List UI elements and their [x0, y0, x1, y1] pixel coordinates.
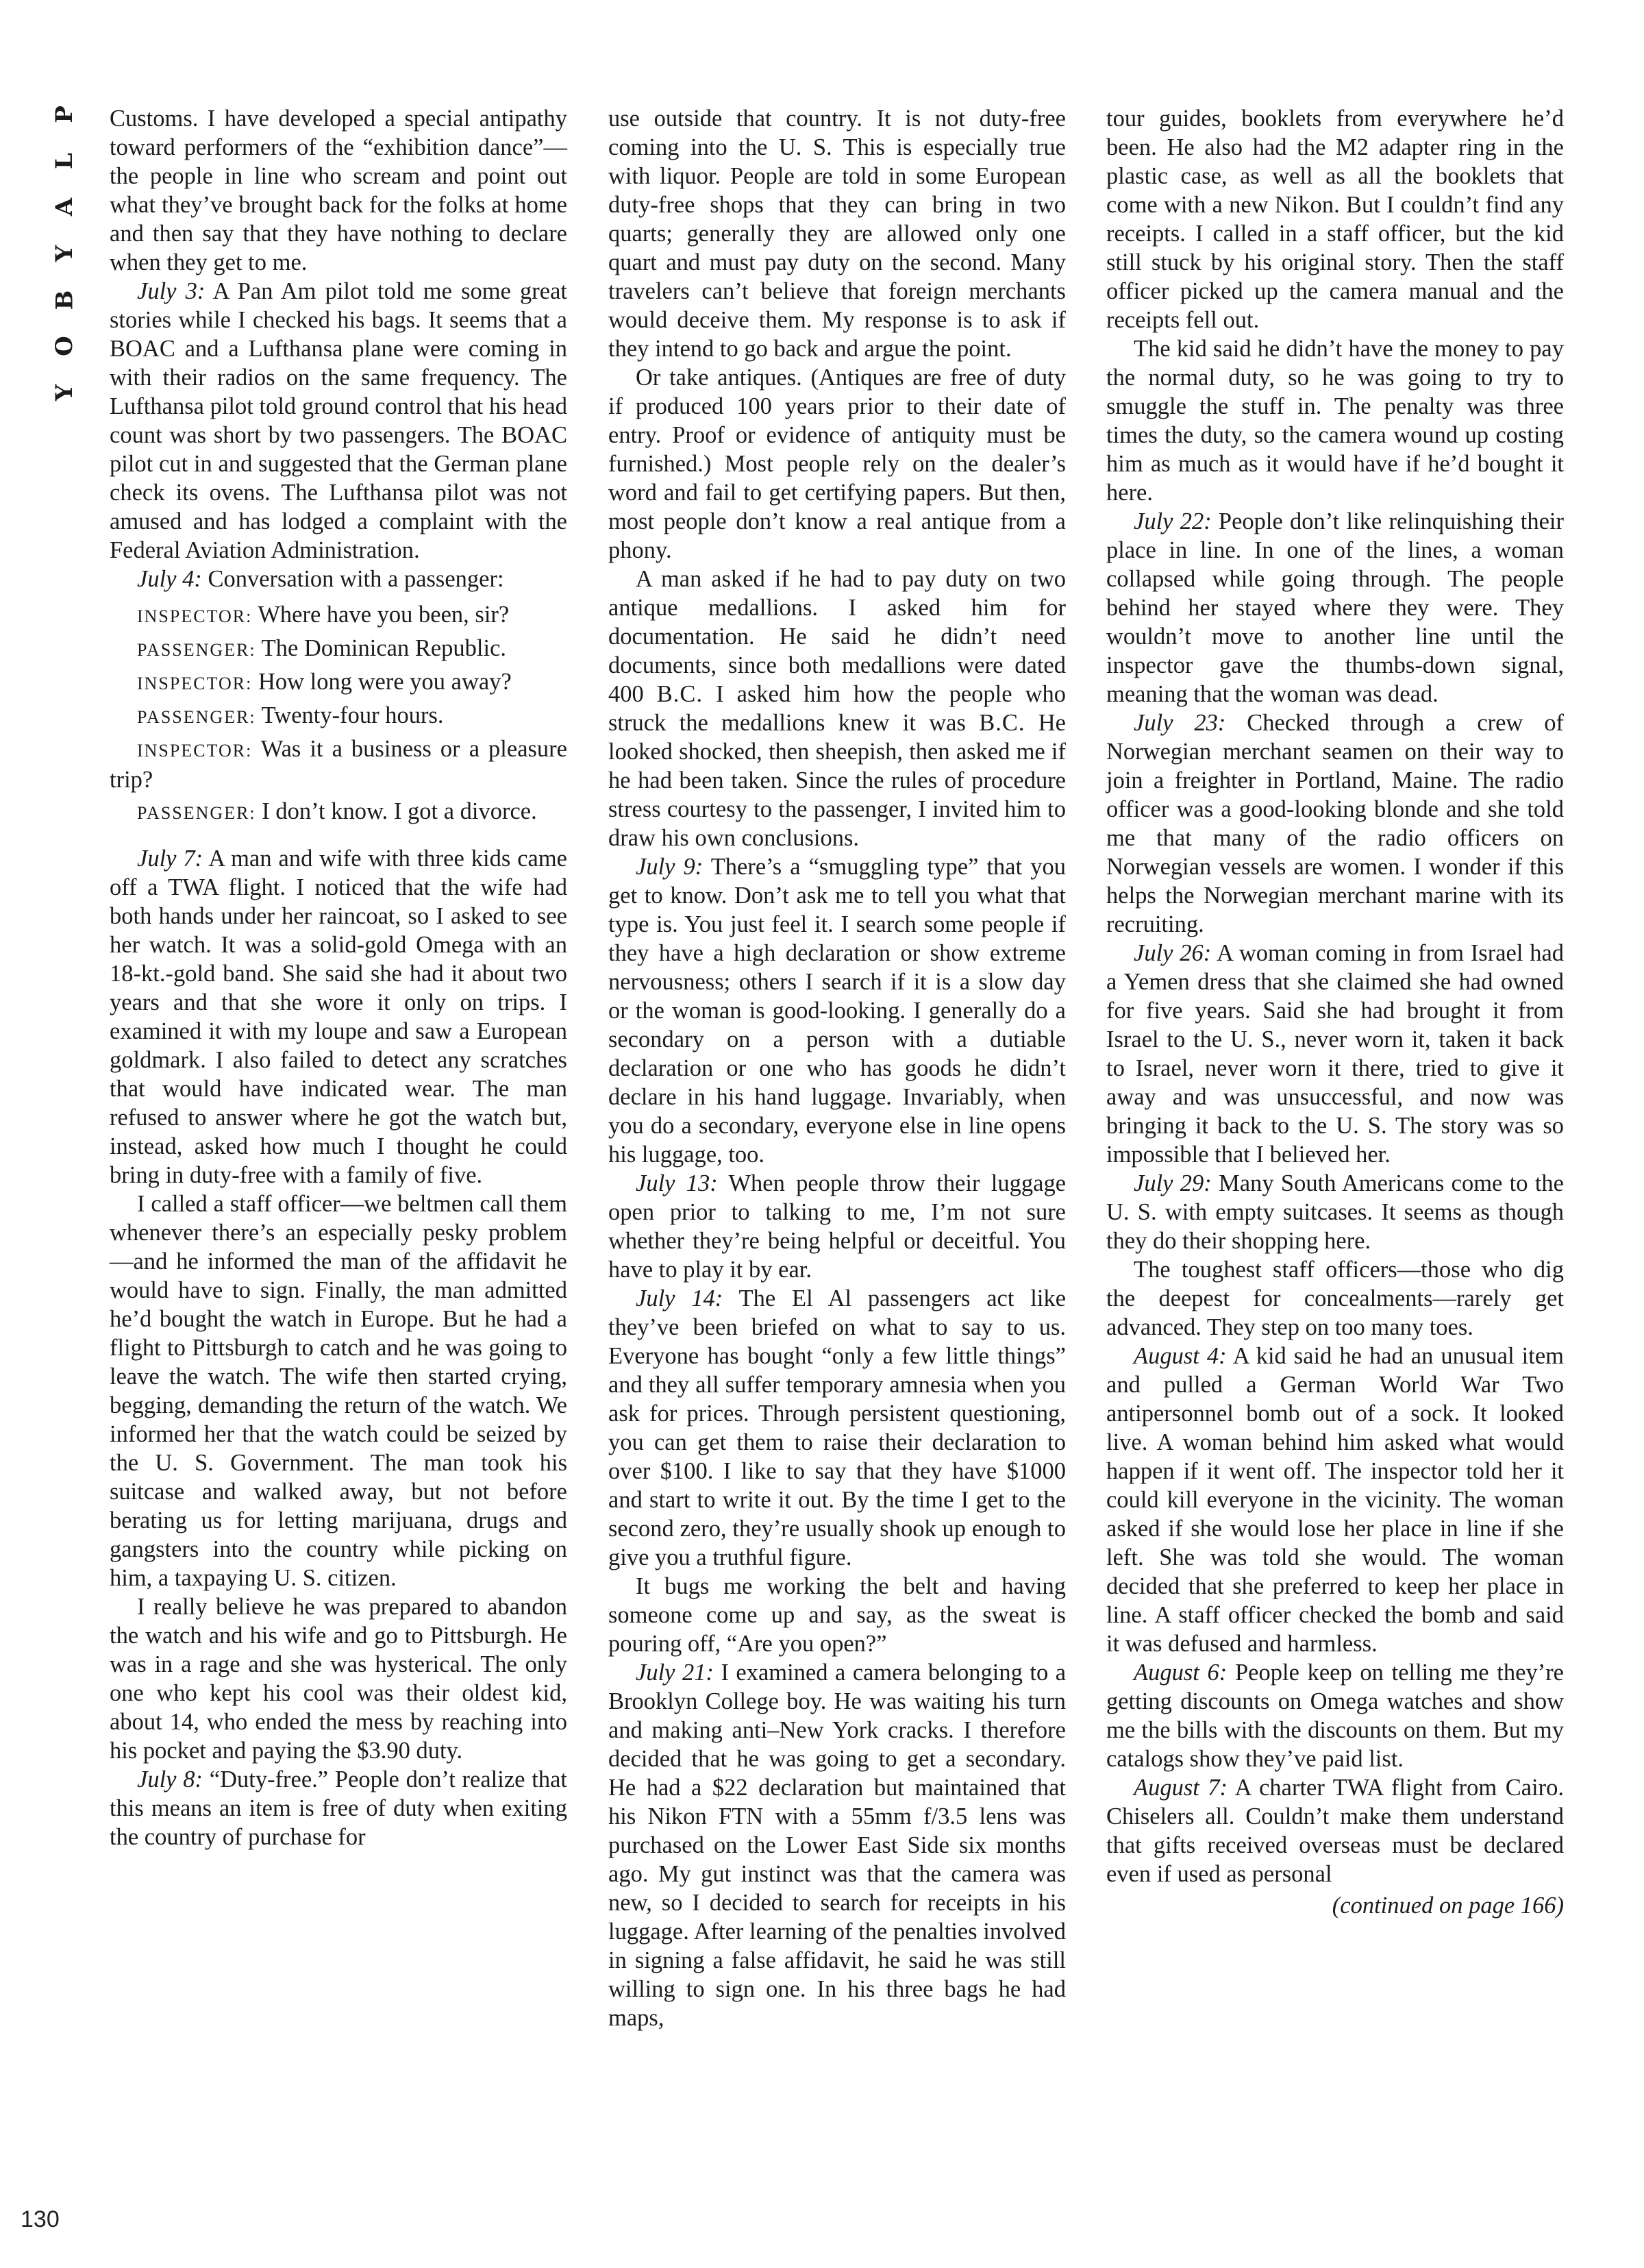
paragraph-text: A kid said he had an unusual item and pulled a German World War Two antipersonnel bomb out of a sock. It looked live. A woman behind him asked what would happen if it went off. The inspector told her it could kill everyone in the vicinity. The woman asked if she would lose her place in line if she left. She was told she would. The woman decided that she preferred to keep her place in line. A staff officer checked the bomb and said it was defused and harmless. [1106, 1343, 1564, 1657]
paragraph-text: A Pan Am pilot told me some great stories while I checked his bags. It seems that a BOAC and a Lufthansa plane were coming in with their radios on the same frequency. The Lufthansa pilot told ground control that his head count was short by two passengers. The BOAC pilot cut in and suggested that the German plane check its ovens. The Lufthansa pilot was not amused and has lodged a complaint with the Federal Aviation Administration. [110, 278, 567, 563]
masthead-letter: B [51, 290, 78, 310]
paragraph-text: People don’t like relinquishing their place in line. In one of the lines, a woman collapsed while going through. The people behind her stayed where they were. They wouldn’t move to another line until the inspector gave the thumbs-down signal, meaning that the woman was dead. [1106, 508, 1564, 707]
paragraph [1106, 939, 1564, 1169]
article-column-2 [608, 104, 1066, 2032]
paragraph-text: I asked him how the people who struck the medallions knew it was [608, 681, 1067, 736]
diary-date: July 7: [137, 846, 203, 872]
speaker-label: PASSENGER: [137, 640, 256, 660]
masthead-letter: O [51, 336, 78, 357]
paragraph-text: A man and wife with three kids came off a TWA flight. I noticed that the wife had both hands under her raincoat, so I asked to see her watch. It was a solid-gold Omega with an 18-kt.-gold band. She said she had it about two years and that she wore it only on trips. I examined it with my loupe and saw a European goldmark. I also failed to detect any scratches that would have indicated wear. The man refused to answer where he got the watch but, instead, asked how much I thought he could bring in duty-free with a family of five. [110, 846, 567, 1188]
dialog-text: Was it a business or a pleasure trip? [110, 736, 567, 793]
dialog-text: The Dominican Republic. [256, 635, 507, 661]
paragraph [1106, 1658, 1564, 1773]
diary-date: July 22: [1134, 508, 1212, 534]
diary-date: August 7: [1134, 1775, 1228, 1801]
paragraph [1106, 1169, 1564, 1255]
paragraph [110, 277, 567, 565]
diary-date: July 14: [636, 1285, 723, 1311]
diary-date: July 26: [1134, 940, 1212, 966]
dialog-line [110, 600, 567, 631]
speaker-label: INSPECTOR: [137, 606, 253, 626]
diary-date: July 29: [1134, 1170, 1212, 1196]
continued-note: (continued on page 166) [1332, 1893, 1564, 1919]
diary-date: July 23: [1134, 710, 1226, 736]
diary-date: July 13: [636, 1170, 718, 1196]
paragraph-text: People keep on telling me they’re getting discounts on Omega watches and show me the bills with the discounts on them. But my catalogs show they’ve paid list. [1106, 1660, 1564, 1772]
paragraph [110, 565, 567, 593]
speaker-label: INSPECTOR: [137, 741, 253, 761]
paragraph-text: Conversation with a passenger: [201, 566, 504, 592]
paragraph: The kid said he didn’t have the money to pay the normal duty, so he was going to try to smuggle the stuff in. The penalty was three times the duty, so the camera wound up costing him as much as it would have if he’d bought it here. [1106, 336, 1564, 506]
masthead-letter: P [50, 106, 78, 123]
paragraph: I really believe he was prepared to abandon the watch and his wife and go to Pittsburgh. He was in a rage and she was hysterical. The only one who kept his cool was their oldest kid, about 14, who ended the mess by reaching into his pocket and paying the $3.90 duty. [110, 1594, 567, 1764]
speaker-label: INSPECTOR: [137, 674, 253, 693]
paragraph [608, 1169, 1066, 1284]
paragraph: I called a staff officer—we beltmen call them whenever there’s an especially pesky problem—and he informed the man of the affidavit he would have to sign. Finally, the man admitted he’d bought the watch in Europe. But he had a flight to Pittsburgh to catch and he was going to leave the watch. The wife then started crying, begging, demanding the return of the watch. We informed her that the watch could be seized by the U. S. Government. The man took his suitcase and walked away, but not before berating us for letting marijuana, drugs and gangsters into the country while picking on him, a taxpaying U. S. citizen. [110, 1191, 567, 1591]
dialog-line [110, 634, 567, 665]
masthead-letter: Y [51, 384, 78, 402]
paragraph-text: A woman coming in from Israel had a Yemen dress that she claimed she had owned for five years. Said she had brought it from Israel to the U. S., never worn it, taken it back to Israel, never worn it there, tried to give it away and was unsuccessful, and now was bringing it back to the U. S. The story was so impossible that I believed her. [1106, 940, 1565, 1168]
diary-date: July 3: [137, 278, 206, 304]
diary-date: July 8: [137, 1766, 203, 1792]
paragraph [110, 1765, 567, 1851]
paragraph-text: He looked shocked, then sheepish, then asked me if he had been taken. Since the rules of procedure stress courtesy to the passenger, I invited him to draw his own conclusions. [608, 710, 1066, 851]
speaker-label: PASSENGER: [137, 803, 256, 823]
paragraph [1106, 708, 1564, 939]
paragraph-text: I examined a camera belonging to a Brooklyn College boy. He was waiting his turn and making anti–New York cracks. I therefore decided that he was going to get a secondary. He had a $22 declaration but maintained that his Nikon FTN with a 55mm f/3.5 lens was purchased on the Lower East Side six months ago. My gut instinct was that the camera was new, so I decided to search for receipts in his luggage. After learning of the penalties involved in signing a false affidavit, he said he was still willing to sign one. In his three bags he had maps, [608, 1660, 1067, 2031]
conversation-transcript [110, 600, 567, 828]
dialog-line [110, 735, 567, 794]
paragraph: The toughest staff officers—those who dig the deepest for concealments—rarely get advanced. They step on too many toes. [1106, 1257, 1564, 1340]
masthead-letter: L [51, 152, 78, 169]
paragraph-text: When people throw their luggage open prior to talking to me, I’m not sure whether they’re being helpful or deceitful. You have to play it by ear. [608, 1170, 1067, 1283]
diary-date: July 4: [137, 566, 202, 592]
diary-date: August 6: [1134, 1660, 1228, 1686]
paragraph [608, 852, 1066, 1169]
paragraph [608, 565, 1066, 852]
dialog-line [110, 797, 567, 828]
dialog-text: I don’t know. I got a divorce. [256, 798, 537, 824]
dialog-text: Twenty-four hours. [256, 702, 444, 728]
paragraph: Or take antiques. (Antiques are free of duty if produced 100 years prior to their date of entry. Proof or evidence of antiquity must be furnished.) Most people rely on the dealer’s word and fail to get certifying papers. But then, most people don’t know a real antique from a phony. [608, 365, 1066, 563]
diary-date: July 21: [636, 1660, 714, 1686]
magazine-masthead [49, 103, 79, 404]
paragraph-text: The El Al passengers act like they’ve been briefed on what to say to us. Everyone has bought “only a few little things” and they all suffer temporary amnesia when you ask for prices. Through persistent questioning, you can get them to raise their declaration to over $100. I like to say that they have $1000 and start to write it out. By the time I get to the second zero, they’re usually shook up enough to give you a truthful figure. [608, 1285, 1067, 1570]
era-abbreviation: B.C. [656, 681, 703, 707]
paragraph-text: Many South Americans come to the U. S. with empty suitcases. It seems as though they do their shopping here. [1106, 1170, 1564, 1254]
era-abbreviation: B.C. [979, 710, 1025, 736]
dialog-line [110, 667, 567, 698]
paragraph: Customs. I have developed a special antipathy toward performers of the “exhibition dance”—the people in line who scream and point out what they’ve brought back for the folks at home and then say that they have nothing to declare when they get to me. [110, 106, 567, 275]
diary-date: August 4: [1134, 1343, 1227, 1369]
paragraph-text: There’s a “smuggling type” that you get to know. Don’t ask me to tell you what that type is. You just feel it. I search some people if they have a high declaration or show extreme nervousness; others I search if it is a slow day or the woman is good-looking. I generally do a secondary on a person with a dutiable declaration or one who has goods he didn’t declare in his hand luggage. Invariably, when you do a secondary, everyone else in line opens his luggage, too. [608, 854, 1067, 1168]
dialog-text: How long were you away? [252, 669, 512, 695]
article-column-1 [110, 104, 567, 1851]
masthead-letter: Y [51, 245, 78, 262]
diary-date: July 9: [636, 854, 703, 880]
paragraph-text: A man asked if he had to pay duty on two antique medallions. I asked him for documentation. He said he didn’t need documents, since both medallions were dated 400 [608, 566, 1066, 707]
paragraph [110, 844, 567, 1190]
paragraph-text: Checked through a crew of Norwegian merchant seamen on their way to join a freighter in Portland, Maine. The radio officer was a good-looking blonde and she told me that many of the radio officers on Norwegian vessels are women. I wonder if this helps the Norwegian merchant marine with its recruiting. [1106, 710, 1564, 937]
masthead-letter: A [50, 198, 78, 217]
page-number: 130 [21, 2206, 60, 2232]
paragraph: use outside that country. It is not duty-free coming into the U. S. This is especially true with liquor. People are told in some European duty-free shops that they can bring in two quarts; generally they are allowed only one quart and must pay duty on the second. Many travelers can’t believe that foreign merchants would deceive them. My response is to ask if they intend to go back and argue the point. [608, 106, 1066, 362]
speaker-label: PASSENGER: [137, 707, 256, 727]
paragraph [608, 1284, 1066, 1572]
paragraph [1106, 507, 1564, 708]
paragraph: tour guides, booklets from everywhere he’d been. He also had the M2 adapter ring in the plastic case, as well as all the booklets that come with a new Nikon. But I couldn’t find any receipts. I called in a staff officer, but the kid still stuck by his original story. Then the staff officer picked up the camera manual and the receipts fell out. [1106, 106, 1564, 333]
paragraph-text: “Duty-free.” People don’t realize that this means an item is free of duty when exiting the country of purchase for [110, 1766, 567, 1850]
paragraph [1106, 1773, 1564, 1888]
article-column-3 [1106, 104, 1564, 1920]
paragraph: It bugs me working the belt and having someone come up and say, as the sweat is pouring off, “Are you open?” [608, 1573, 1066, 1657]
dialog-line [110, 701, 567, 732]
paragraph-text: A charter TWA flight from Cairo. Chiselers all. Couldn’t make them understand that gifts received overseas must be declared even if used as personal [1106, 1775, 1564, 1887]
paragraph [608, 1658, 1066, 2032]
paragraph [1106, 1342, 1564, 1658]
dialog-text: Where have you been, sir? [252, 602, 510, 628]
